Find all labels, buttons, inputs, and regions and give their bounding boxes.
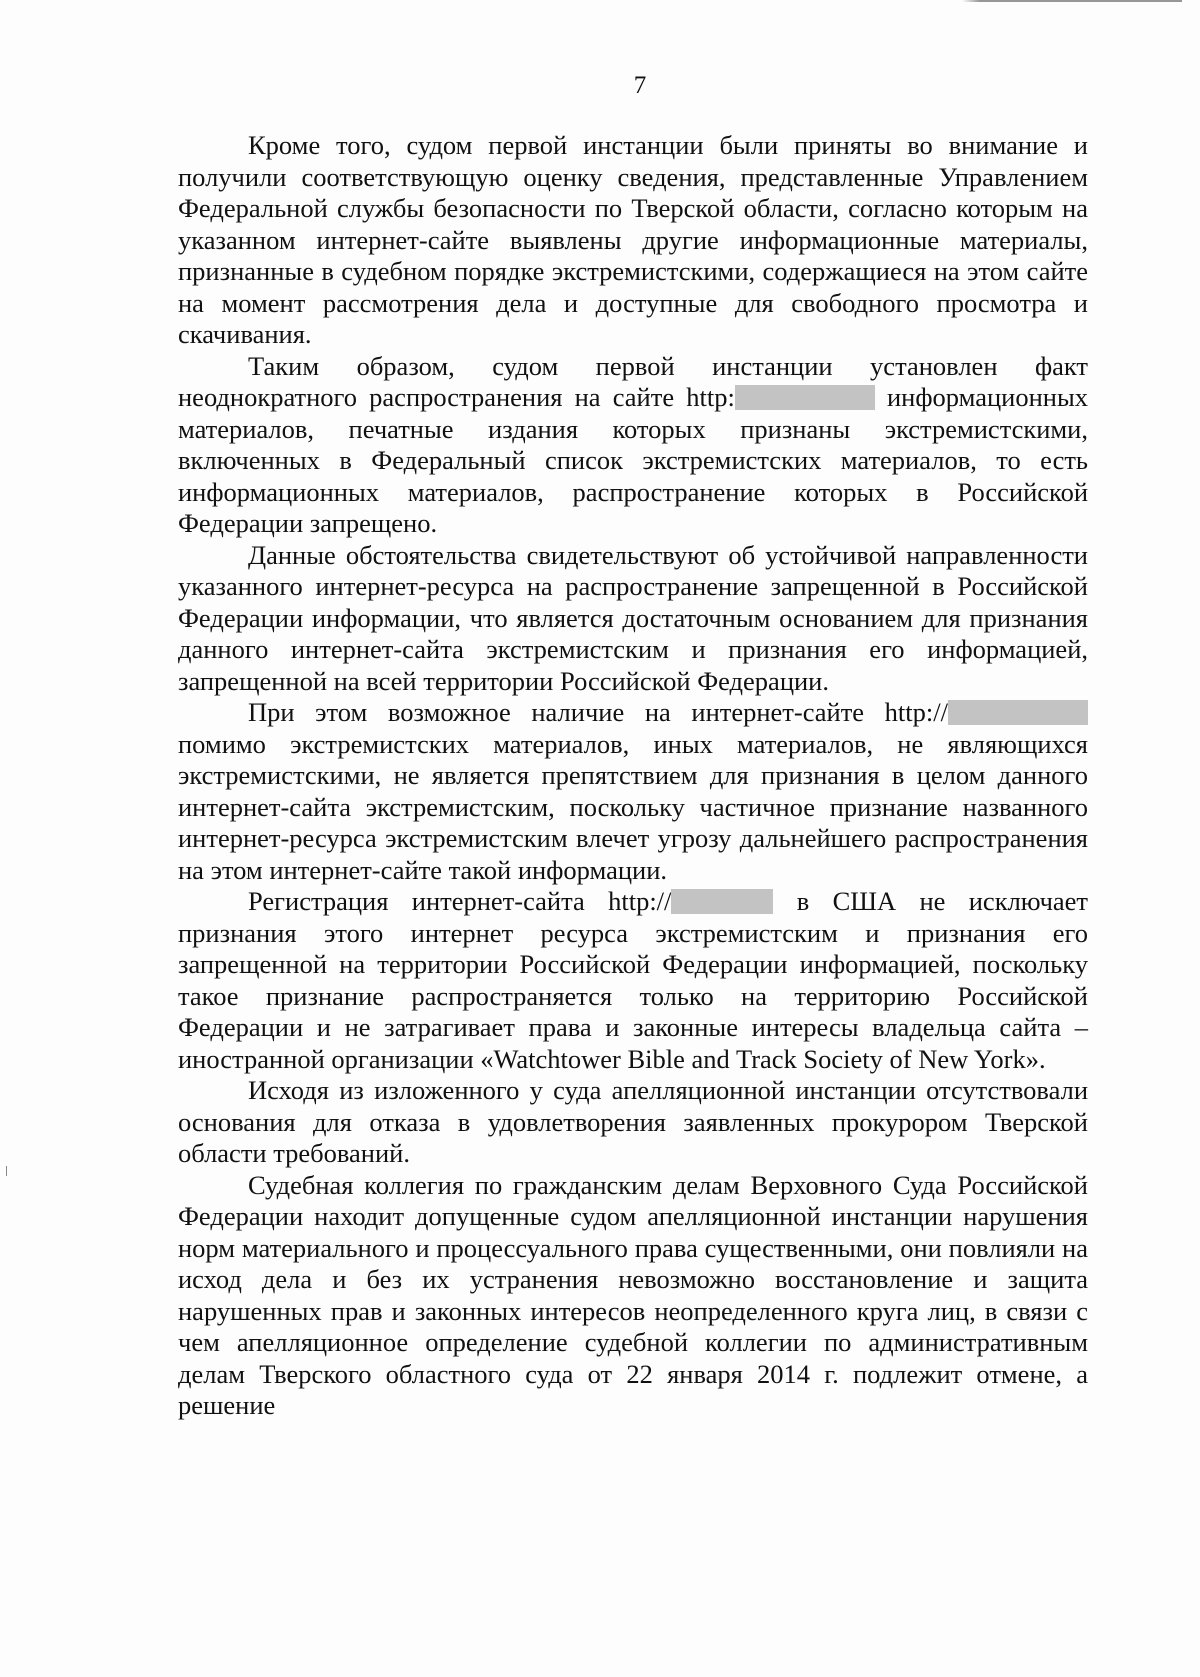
scan-edge-line: [962, 0, 1182, 2]
paragraph-5-text-start: Регистрация интернет-сайта http://: [248, 886, 672, 916]
paragraph-2-text-start: Таким образом, судом первой инстанции установлен факт неоднократного распространения на сайте http:: [178, 350, 1088, 412]
paragraph-7-text: Судебная коллегия по гражданским делам Верховного Суда Российской Федерации находит допущенные судом апелляционной инстанции нарушения норм материального и процессуального права существенными, они повлияли на исход дела и без их устранения невозможно восстановление и защита нарушенных прав и законных интересов неопределенного круга лиц, в связи с чем апелляционное определение судебной коллегии по административным делам Тверского областного суда от 22 января 2014 г. подлежит отмене, а решение: [178, 1169, 1088, 1420]
scan-speck: [6, 1166, 7, 1176]
paragraph-2: [178, 351, 1088, 540]
paragraph-6: [178, 1075, 1088, 1170]
redacted-url: [671, 889, 773, 914]
paragraph-1-text: Кроме того, судом первой инстанции были приняты во внимание и получили соответствующую оценку сведения, представленные Управлением Федеральной службы безопасности по Тверской области, согласно которым на указанном интернет-сайте выявлены другие информационные материалы, признанные в судебном порядке экстремистскими, содержащиеся на этом сайте на момент рассмотрения дела и доступные для свободного просмотра и скачивания.: [178, 130, 1088, 349]
paragraph-3: [178, 540, 1088, 698]
paragraph-4: [178, 697, 1088, 886]
paragraph-7: [178, 1170, 1088, 1422]
paragraph-4-text-end: помимо экстремистских материалов, иных материалов, не являющихся экстремистскими, не является препятствием для признания в целом данного интернет-сайта экстремистским, поскольку частичное признание названного интернет-ресурса экстремистским влечет угрозу дальнейшего распространения на этом интернет-сайте такой информации.: [178, 728, 1088, 885]
paragraph-6-text: Исходя из изложенного у суда апелляционной инстанции отсутствовали основания для отказа в удовлетворения заявленных прокурором Тверской области требований.: [178, 1075, 1088, 1168]
paragraph-4-text-start: При этом возможное наличие на интернет-сайте http://: [248, 697, 948, 727]
redacted-url: [948, 700, 1088, 725]
page-number: 7: [633, 72, 647, 99]
redacted-url: [735, 385, 875, 410]
paragraph-5: [178, 886, 1088, 1075]
paragraph-1: [178, 130, 1088, 351]
paragraph-5-text-end: в США не исключает признания этого интернет ресурса экстремистским и признания его запрещенной на территории Российской Федерации информацией, поскольку такое признание распространяется только на территорию Российской Федерации и не затрагивает права и законные интересы владельца сайта – иностранной организации «Watchtower Bible and Track Society of New York».: [178, 886, 1089, 1074]
paragraph-2-text-end: информационных материалов, печатные издания которых признаны экстремистскими, включенных в Федеральный список экстремистских материалов, то есть информационных материалов, распространение которых в Российской Федерации запрещено.: [178, 382, 1088, 538]
paragraph-3-text: Данные обстоятельства свидетельствуют об устойчивой направленности указанного интернет-ресурса на распространение запрещенной в Российской Федерации информации, что является достаточным основанием для признания данного интернет-сайта экстремистским и признания его информацией, запрещенной на всей территории Российской Федерации.: [178, 539, 1088, 696]
document-body: [178, 130, 1088, 1422]
